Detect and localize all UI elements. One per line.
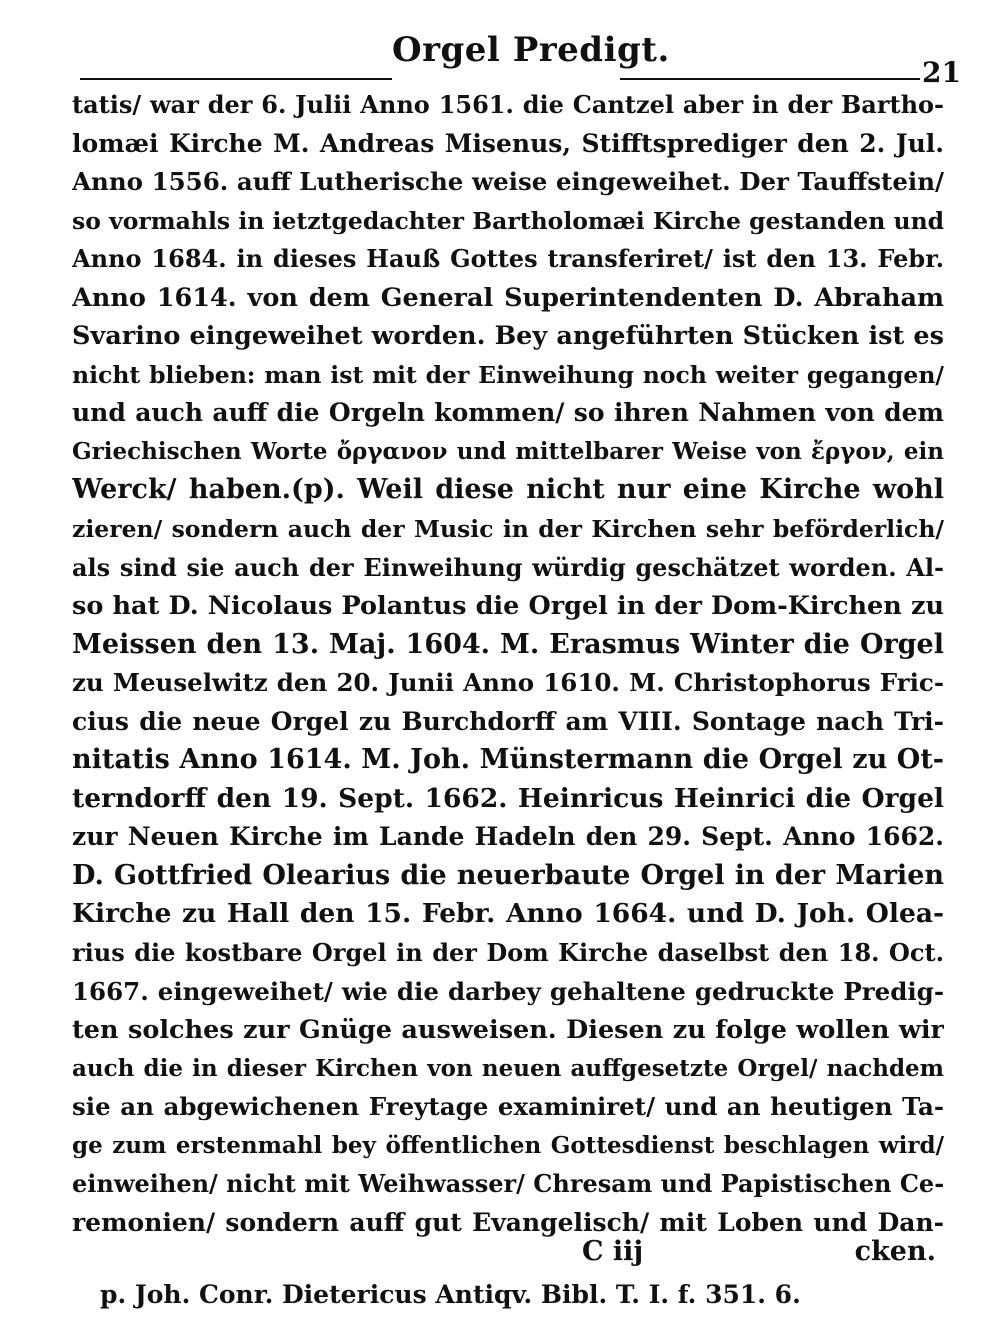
text-line: ten solches zur Gnüge ausweisen. Diesen zu folge wollen wir [72,1015,944,1046]
text-line: tatis/ war der 6. Julii Anno 1561. die Cantzel aber in der Bartho- [72,90,944,119]
text-line: ge zum erstenmahl bey öffentlichen Gottesdienst beschlagen wird/ [72,1131,944,1159]
body-text [72,86,944,1242]
text-line: cius die neue Orgel zu Burchdorff am VIII. Sontage nach Tri- [72,706,944,736]
text-line: Meissen den 13. Maj. 1604. M. Erasmus Winter die Orgel [72,628,944,660]
text-line: Anno 1556. auff Lutherische weise eingeweihet. Der Tauffstein/ [72,167,944,197]
text-line: sie an abgewichenen Freytage examiniret/ und an heutigen Ta- [72,1092,944,1122]
text-line: nicht blieben: man ist mit der Einweihung noch weiter gegangen/ [72,360,944,389]
footnote: p. Joh. Conr. Dietericus Antiqv. Bibl. T. I. f. 351. 6. [100,1280,801,1309]
text-line: als sind sie auch der Einweihung würdig geschätzet worden. Al- [72,552,944,582]
text-line: auch die in dieser Kirchen von neuen auffgesetzte Orgel/ nachdem [72,1054,944,1082]
catchword: cken. [854,1236,936,1267]
header-rule-left [80,78,392,80]
text-line: Werck/ haben.(p). Weil diese nicht nur eine Kirche wohl [72,474,944,506]
header-rule-right [620,78,920,80]
text-line: remonien/ sondern auff gut Evangelisch/ mit Loben und Dan- [72,1207,944,1237]
text-line: rius die kostbare Orgel in der Dom Kirche daselbst den 18. Oct. [72,938,944,968]
text-line: Griechischen Worte ὄργανον und mittelbarer Weise von ἔργον, ein [72,437,944,465]
text-line: so vormahls in ietztgedachter Bartholomæi Kirche gestanden und [72,206,944,235]
text-line: Anno 1684. in dieses Hauß Gottes transferiret/ ist den 13. Febr. [72,244,944,274]
signature-mark: C iij [582,1236,644,1267]
text-line: Kirche zu Hall den 15. Febr. Anno 1664. und D. Joh. Olea- [72,898,944,930]
text-line: terndorff den 19. Sept. 1662. Heinricus Heinrici die Orgel [72,782,944,814]
text-line: D. Gottfried Olearius die neuerbaute Orgel in der Marien [72,859,944,891]
text-line: zu Meuselwitz den 20. Junii Anno 1610. M. Christophorus Fric- [72,668,944,698]
text-line: so hat D. Nicolaus Polantus die Orgel in der Dom-Kirchen zu [72,591,944,622]
text-line: Svarino eingeweihet worden. Bey angeführten Stücken ist es [72,321,944,352]
running-title: Orgel Predigt. [392,30,670,70]
text-line: und auch auff die Orgeln kommen/ so ihren Nahmen von dem [72,398,944,428]
text-line: nitatis Anno 1614. M. Joh. Münstermann die Orgel zu Ot- [72,744,944,776]
text-line: Anno 1614. von dem General Superintendenten D. Abraham [72,282,944,313]
text-line: lomæi Kirche M. Andreas Misenus, Stifftsprediger den 2. Jul. [72,128,944,158]
text-line: zur Neuen Kirche im Lande Hadeln den 29. Sept. Anno 1662. [72,822,944,852]
text-line: einweihen/ nicht mit Weihwasser/ Chresam und Papistischen Ce- [72,1169,944,1199]
signature-line [72,1236,944,1276]
text-line: 1667. eingeweihet/ wie die darbey gehaltene gedruckte Predig- [72,976,944,1006]
page-number: 21 [922,56,961,89]
text-line: zieren/ sondern auch der Music in der Kirchen sehr beförderlich/ [72,515,944,544]
